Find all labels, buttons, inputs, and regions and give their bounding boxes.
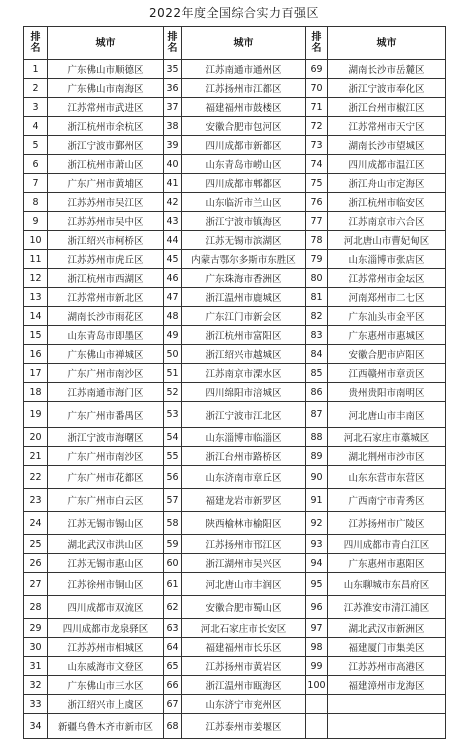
rank-cell: 10 [24,231,48,250]
rank-cell: 82 [306,307,328,326]
rank-cell: 2 [24,79,48,98]
rank-cell: 47 [164,288,182,307]
city-cell: 广东广州市白云区 [48,489,164,512]
city-cell: 福建漳州市龙海区 [328,676,446,695]
rank-cell: 65 [164,657,182,676]
table-row [24,117,446,136]
city-cell: 湖南长沙市岳麓区 [328,60,446,79]
city-cell: 江苏南通市通州区 [182,60,306,79]
rank-cell: 59 [164,535,182,554]
table-row [24,714,446,739]
rank-cell: 62 [164,596,182,619]
city-cell: 福建龙岩市新罗区 [182,489,306,512]
city-cell: 江苏无锡市锡山区 [48,512,164,535]
rank-header: 排 名 [164,27,182,60]
rank-cell: 18 [24,383,48,402]
rank-cell: 50 [164,345,182,364]
city-cell: 福建福州市鼓楼区 [182,98,306,117]
city-cell: 四川成都市郫都区 [182,174,306,193]
rank-cell: 35 [164,60,182,79]
rank-cell: 54 [164,428,182,447]
city-header: 城市 [328,27,446,60]
rank-cell: 64 [164,638,182,657]
rank-cell: 77 [306,212,328,231]
city-cell: 山东青岛市即墨区 [48,326,164,345]
rank-cell: 71 [306,98,328,117]
rank-cell: 94 [306,554,328,573]
table-row [24,136,446,155]
city-cell: 江苏南京市溧水区 [182,364,306,383]
city-cell: 浙江舟山市定海区 [328,174,446,193]
rank-cell: 4 [24,117,48,136]
city-cell: 江西赣州市章贡区 [328,364,446,383]
city-cell: 广东广州市黄埔区 [48,174,164,193]
city-cell: 广东佛山市三水区 [48,676,164,695]
city-cell: 河北唐山市丰南区 [328,402,446,428]
rank-cell: 58 [164,512,182,535]
rank-cell: 70 [306,79,328,98]
rank-cell: 33 [24,695,48,714]
rank-cell: 79 [306,250,328,269]
rank-cell: 19 [24,402,48,428]
rank-cell: 76 [306,193,328,212]
rank-cell: 67 [164,695,182,714]
rank-cell: 28 [24,596,48,619]
city-cell: 浙江绍兴市越城区 [182,345,306,364]
rank-cell: 12 [24,269,48,288]
rank-cell: 87 [306,402,328,428]
table-row [24,402,446,428]
city-cell: 山东威海市文登区 [48,657,164,676]
city-cell: 江苏苏州市吴江区 [48,193,164,212]
rank-cell: 13 [24,288,48,307]
page-title: 2022年度全国综合实力百强区 [148,6,320,20]
rank-cell: 9 [24,212,48,231]
rank-cell: 34 [24,714,48,739]
rank-cell: 11 [24,250,48,269]
rank-cell: 63 [164,619,182,638]
city-cell: 福建厦门市集美区 [328,638,446,657]
rank-cell: 52 [164,383,182,402]
rank-cell: 80 [306,269,328,288]
city-cell: 江苏苏州市虎丘区 [48,250,164,269]
city-cell: 河北石家庄市长安区 [182,619,306,638]
rank-cell: 97 [306,619,328,638]
city-cell: 浙江台州市椒江区 [328,98,446,117]
city-cell: 广西南宁市青秀区 [328,489,446,512]
rank-cell: 37 [164,98,182,117]
rank-cell: 57 [164,489,182,512]
rank-cell: 95 [306,573,328,596]
rank-cell: 16 [24,345,48,364]
rank-cell: 89 [306,447,328,466]
rank-cell: 51 [164,364,182,383]
city-cell: 江苏淮安市清江浦区 [328,596,446,619]
table-row [24,638,446,657]
city-cell: 江苏无锡市滨湖区 [182,231,306,250]
rank-cell: 5 [24,136,48,155]
table-row [24,231,446,250]
rank-cell [306,714,328,739]
city-cell: 江苏常州市金坛区 [328,269,446,288]
rank-cell: 91 [306,489,328,512]
rank-cell: 75 [306,174,328,193]
rank-cell: 32 [24,676,48,695]
table-row [24,535,446,554]
table-row [24,288,446,307]
city-cell: 广东广州市南沙区 [48,364,164,383]
city-cell: 广东广州市番禺区 [48,402,164,428]
city-cell: 贵州贵阳市南明区 [328,383,446,402]
table-row [24,383,446,402]
table-row [24,98,446,117]
rank-cell [306,695,328,714]
rank-cell: 3 [24,98,48,117]
rank-cell: 56 [164,466,182,489]
city-cell: 山东聊城市东昌府区 [328,573,446,596]
rank-header: 排 名 [306,27,328,60]
city-cell: 江苏扬州市黄岩区 [182,657,306,676]
rank-cell: 61 [164,573,182,596]
rank-cell: 6 [24,155,48,174]
rank-cell: 66 [164,676,182,695]
city-cell: 浙江绍兴市柯桥区 [48,231,164,250]
rank-cell: 96 [306,596,328,619]
table-row [24,79,446,98]
city-cell: 四川绵阳市涪城区 [182,383,306,402]
city-cell: 浙江杭州市临安区 [328,193,446,212]
city-cell: 新疆乌鲁木齐市新市区 [48,714,164,739]
city-cell: 湖南长沙市雨花区 [48,307,164,326]
city-cell: 江苏苏州市吴中区 [48,212,164,231]
table-row [24,364,446,383]
rank-cell: 1 [24,60,48,79]
city-cell: 四川成都市青白江区 [328,535,446,554]
city-cell: 浙江杭州市西湖区 [48,269,164,288]
city-cell: 江苏扬州市邗江区 [182,535,306,554]
rank-cell: 99 [306,657,328,676]
table-row [24,695,446,714]
rank-cell: 45 [164,250,182,269]
rank-cell: 21 [24,447,48,466]
rank-cell: 92 [306,512,328,535]
city-cell: 浙江杭州市萧山区 [48,155,164,174]
city-cell: 安徽合肥市包河区 [182,117,306,136]
city-cell: 江苏常州市天宁区 [328,117,446,136]
rank-cell: 81 [306,288,328,307]
rank-cell: 8 [24,193,48,212]
city-cell: 山东东营市东营区 [328,466,446,489]
city-cell: 四川成都市双流区 [48,596,164,619]
city-cell: 湖北荆州市沙市区 [328,447,446,466]
rank-cell: 20 [24,428,48,447]
city-cell: 广东佛山市南海区 [48,79,164,98]
rank-cell: 88 [306,428,328,447]
table-row [24,466,446,489]
rank-cell: 48 [164,307,182,326]
table-row [24,60,446,79]
rank-cell: 30 [24,638,48,657]
city-cell: 山东淄博市临淄区 [182,428,306,447]
rank-cell: 39 [164,136,182,155]
rank-cell: 41 [164,174,182,193]
ranking-table [23,26,446,739]
city-cell: 山东济宁市兖州区 [182,695,306,714]
city-cell: 浙江宁波市奉化区 [328,79,446,98]
city-cell: 浙江宁波市镇海区 [182,212,306,231]
rank-cell: 90 [306,466,328,489]
city-cell: 江苏扬州市江都区 [182,79,306,98]
rank-cell: 55 [164,447,182,466]
rank-cell: 29 [24,619,48,638]
city-cell: 浙江湖州市吴兴区 [182,554,306,573]
rank-cell: 31 [24,657,48,676]
city-header: 城市 [48,27,164,60]
rank-cell: 40 [164,155,182,174]
city-cell: 湖北武汉市新洲区 [328,619,446,638]
city-cell: 河南郑州市二七区 [328,288,446,307]
city-cell: 江苏常州市武进区 [48,98,164,117]
rank-cell: 43 [164,212,182,231]
city-cell: 河北唐山市丰润区 [182,573,306,596]
city-cell [328,695,446,714]
table-row [24,676,446,695]
city-cell: 江苏南通市海门区 [48,383,164,402]
city-cell: 浙江台州市路桥区 [182,447,306,466]
city-cell: 福建福州市长乐区 [182,638,306,657]
city-cell: 江苏苏州市高港区 [328,657,446,676]
table-row [24,596,446,619]
rank-cell: 23 [24,489,48,512]
city-cell: 河北石家庄市藁城区 [328,428,446,447]
city-cell: 广东汕头市金平区 [328,307,446,326]
city-cell: 广东广州市南沙区 [48,447,164,466]
city-header: 城市 [182,27,306,60]
city-cell [328,714,446,739]
city-cell: 江苏扬州市广陵区 [328,512,446,535]
rank-cell: 72 [306,117,328,136]
city-cell: 广东惠州市惠阳区 [328,554,446,573]
rank-cell: 78 [306,231,328,250]
city-cell: 浙江温州市瓯海区 [182,676,306,695]
rank-cell: 98 [306,638,328,657]
table-row [24,174,446,193]
header-row [24,27,446,60]
city-cell: 广东惠州市惠城区 [328,326,446,345]
rank-cell: 17 [24,364,48,383]
table-row [24,307,446,326]
table-row [24,269,446,288]
city-cell: 安徽合肥市蜀山区 [182,596,306,619]
rank-cell: 25 [24,535,48,554]
table-row [24,447,446,466]
rank-cell: 22 [24,466,48,489]
rank-header: 排 名 [24,27,48,60]
rank-cell: 15 [24,326,48,345]
rank-cell: 27 [24,573,48,596]
city-cell: 内蒙古鄂尔多斯市东胜区 [182,250,306,269]
table-row [24,345,446,364]
city-cell: 河北唐山市曹妃甸区 [328,231,446,250]
rank-cell: 38 [164,117,182,136]
city-cell: 江苏泰州市姜堰区 [182,714,306,739]
city-cell: 广东江门市新会区 [182,307,306,326]
rank-cell: 85 [306,364,328,383]
table-row [24,212,446,231]
city-cell: 浙江绍兴市上虞区 [48,695,164,714]
table-row [24,326,446,345]
ranking-body [24,60,446,739]
city-cell: 浙江杭州市富阳区 [182,326,306,345]
city-cell: 浙江宁波市海曙区 [48,428,164,447]
city-cell: 安徽合肥市庐阳区 [328,345,446,364]
rank-cell: 44 [164,231,182,250]
city-cell: 浙江宁波市鄞州区 [48,136,164,155]
rank-cell: 53 [164,402,182,428]
rank-cell: 100 [306,676,328,695]
rank-cell: 73 [306,136,328,155]
city-cell: 浙江杭州市余杭区 [48,117,164,136]
rank-cell: 7 [24,174,48,193]
city-cell: 山东淄博市张店区 [328,250,446,269]
rank-cell: 83 [306,326,328,345]
city-cell: 四川成都市龙泉驿区 [48,619,164,638]
table-row [24,155,446,174]
city-cell: 湖北武汉市洪山区 [48,535,164,554]
rank-cell: 36 [164,79,182,98]
rank-cell: 84 [306,345,328,364]
rank-cell: 24 [24,512,48,535]
rank-cell: 60 [164,554,182,573]
city-cell: 四川成都市新都区 [182,136,306,155]
table-row [24,489,446,512]
city-cell: 江苏徐州市铜山区 [48,573,164,596]
table-row [24,554,446,573]
city-cell: 江苏常州市新北区 [48,288,164,307]
rank-cell: 93 [306,535,328,554]
table-row [24,428,446,447]
rank-cell: 86 [306,383,328,402]
city-cell: 浙江温州市鹿城区 [182,288,306,307]
city-cell: 广东佛山市禅城区 [48,345,164,364]
rank-cell: 26 [24,554,48,573]
rank-cell: 74 [306,155,328,174]
table-row [24,619,446,638]
city-cell: 山东青岛市崂山区 [182,155,306,174]
table-row [24,573,446,596]
city-cell: 湖南长沙市望城区 [328,136,446,155]
city-cell: 江苏南京市六合区 [328,212,446,231]
table-row [24,657,446,676]
city-cell: 陕西榆林市榆阳区 [182,512,306,535]
city-cell: 广东广州市花都区 [48,466,164,489]
rank-cell: 42 [164,193,182,212]
table-row [24,250,446,269]
city-cell: 四川成都市温江区 [328,155,446,174]
city-cell: 广东佛山市顺德区 [48,60,164,79]
table-row [24,193,446,212]
city-cell: 山东临沂市兰山区 [182,193,306,212]
rank-cell: 69 [306,60,328,79]
city-cell: 广东珠海市香洲区 [182,269,306,288]
table-row [24,512,446,535]
rank-cell: 49 [164,326,182,345]
rank-cell: 68 [164,714,182,739]
rank-cell: 46 [164,269,182,288]
city-cell: 江苏苏州市相城区 [48,638,164,657]
city-cell: 浙江宁波市江北区 [182,402,306,428]
city-cell: 山东济南市章丘区 [182,466,306,489]
city-cell: 江苏无锡市惠山区 [48,554,164,573]
rank-cell: 14 [24,307,48,326]
